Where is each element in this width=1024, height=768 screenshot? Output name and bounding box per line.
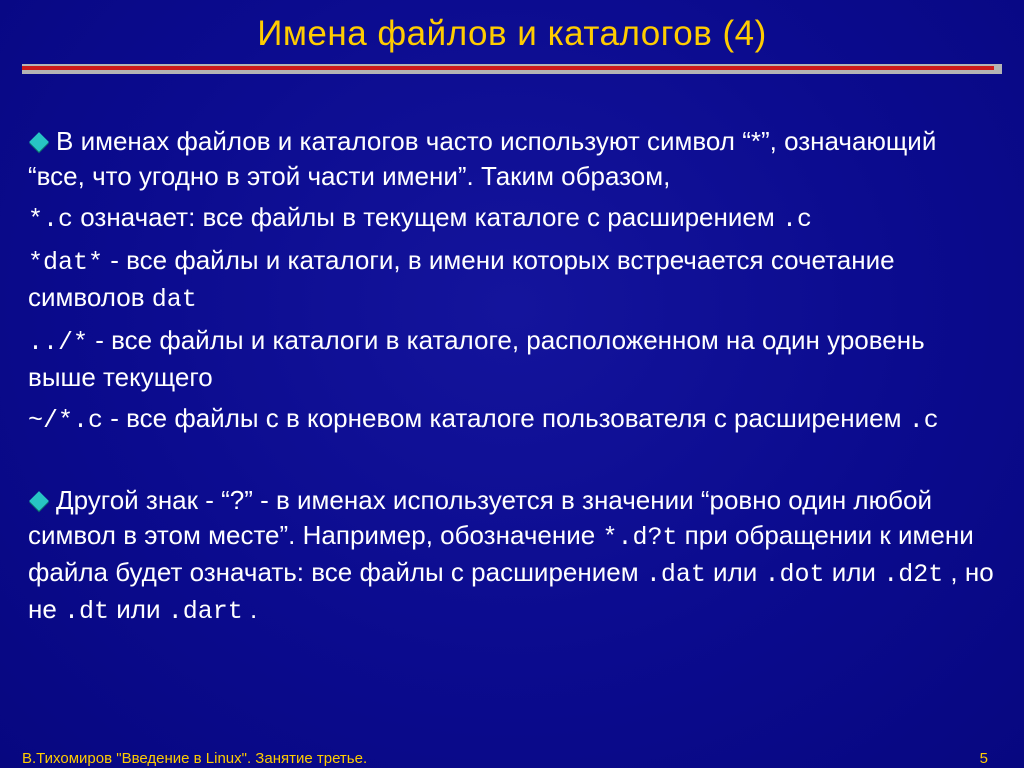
code-pattern: *.c: [28, 205, 74, 234]
example-dat: [28, 243, 998, 317]
bullet-paragraph-2: [28, 483, 998, 629]
example-parent-dir: [28, 323, 998, 395]
title-underline: [22, 64, 1002, 74]
code-pattern: ~/*.c: [28, 406, 104, 435]
code-pattern: *.d?t: [602, 523, 678, 552]
footer-credit: В.Тихомиров "Введение в Linux". Занятие третье.: [22, 750, 368, 767]
slide-title: Имена файлов и каталогов (4): [257, 14, 767, 53]
code-extension: .c: [781, 205, 812, 234]
code-extension: .d2t: [883, 560, 944, 589]
example-home-dir: [28, 401, 998, 438]
code-pattern: ../*: [28, 328, 89, 357]
paragraph-text: .: [242, 594, 258, 624]
paragraph-text: при обращении к имени файла будет означать: все файлы с расширением: [28, 520, 974, 587]
paragraph-text: В именах файлов и каталогов часто используют символ “*”, означающий “все, что угодно в этой части имени”. Таким образом,: [28, 126, 937, 191]
paragraph-text: или: [824, 557, 884, 587]
paragraph-text: , но не: [28, 557, 994, 624]
code-substring: dat: [151, 285, 197, 314]
code-extension: .dat: [645, 560, 706, 589]
code-extension: .dot: [764, 560, 825, 589]
code-extension: .c: [908, 406, 939, 435]
code-extension: .dt: [64, 597, 110, 626]
paragraph-text: или: [109, 594, 168, 624]
paragraph-text: - все файлы с в корневом каталоге пользователя с расширением: [103, 403, 909, 433]
slide-body: [28, 124, 998, 635]
paragraph-text: - все файлы и каталоги в каталоге, расположенном на один уровень выше текущего: [28, 325, 925, 392]
example-star-c: [28, 200, 998, 237]
bullet-paragraph-1: [28, 124, 998, 194]
paragraph-text: - все файлы и каталоги, в имени которых встречается сочетание символов: [28, 245, 895, 312]
paragraph-text: Другой знак - “?” - в именах используется в значении “ровно один любой символ в этом месте”. Например, обозначение: [28, 485, 932, 550]
code-pattern: *dat*: [28, 248, 104, 277]
diamond-bullet-icon: [29, 132, 49, 152]
diamond-bullet-icon: [29, 491, 49, 511]
code-extension: .dart: [167, 597, 243, 626]
paragraph-text: означает: все файлы в текущем каталоге с расширением: [73, 202, 782, 232]
paragraph-text: или: [705, 557, 765, 587]
underline-red: [22, 66, 994, 70]
page-number: 5: [979, 750, 988, 767]
